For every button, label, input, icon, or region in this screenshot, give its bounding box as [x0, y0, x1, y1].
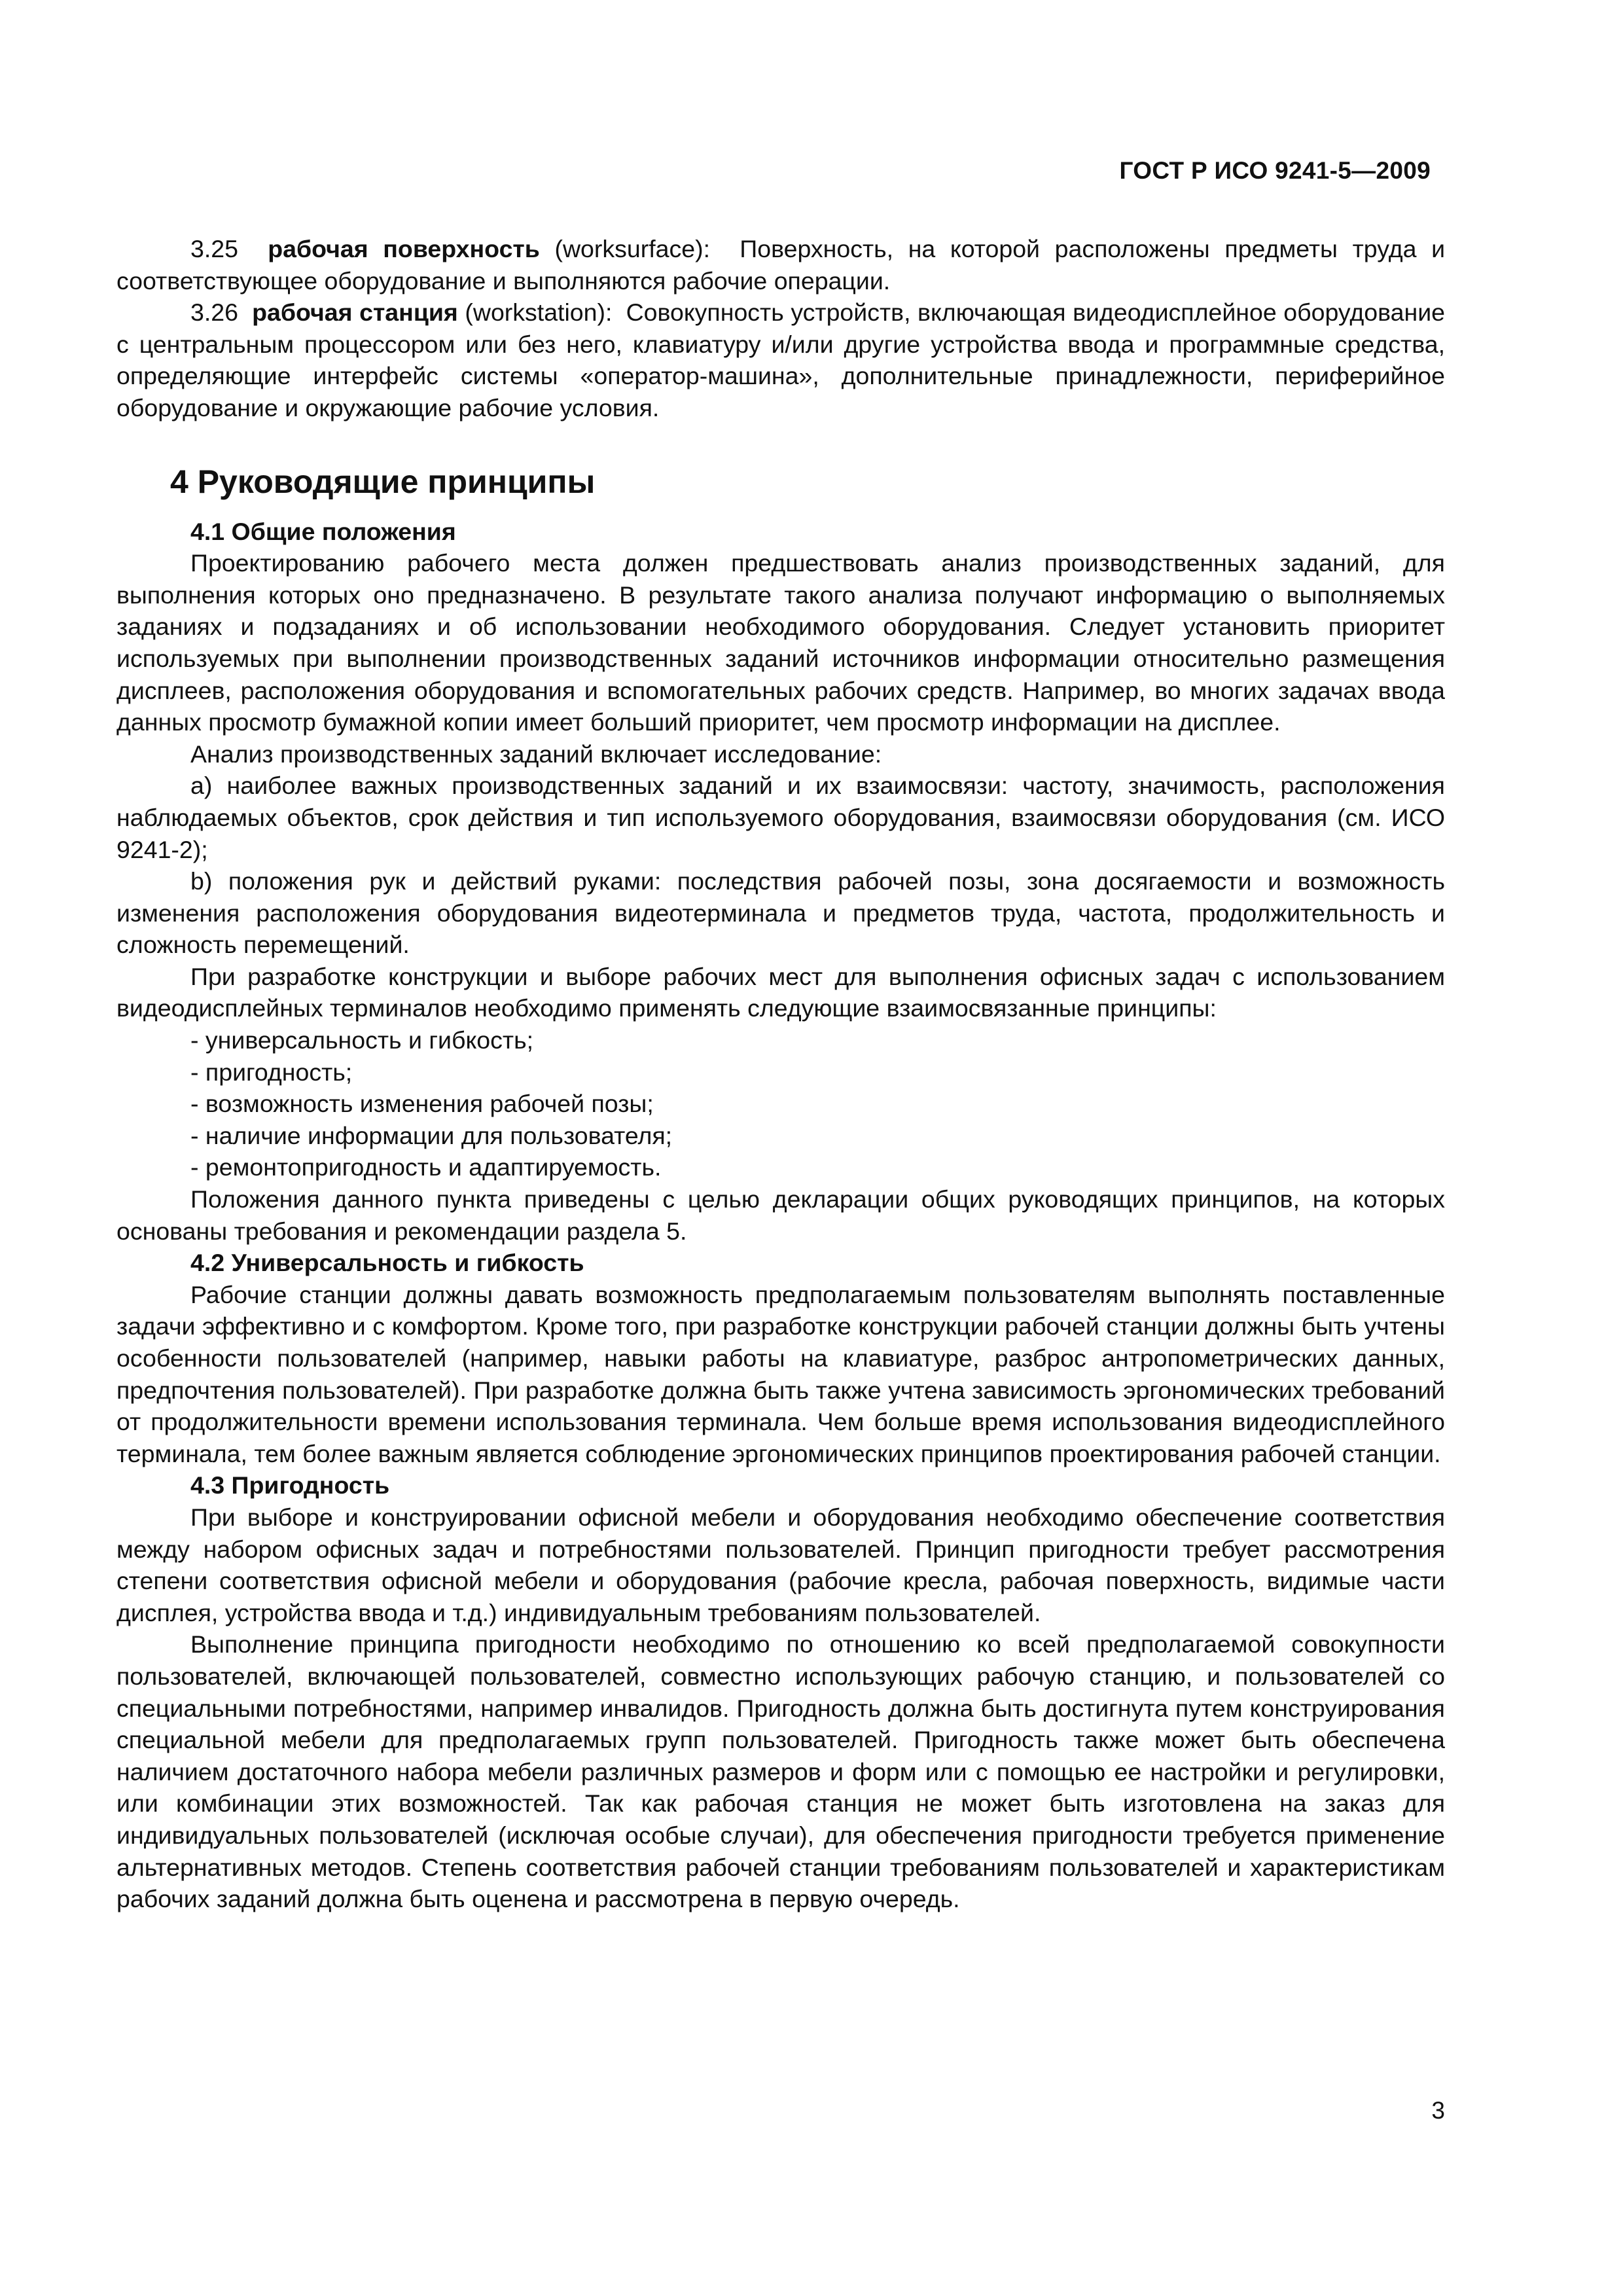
- subsection-4-1-title: 4.1 Общие положения: [190, 517, 456, 545]
- definition-text: Совокупность устройств, включающая видеодисплейное оборудование с центральным процессором или без него, клавиатуру и/или другие устройства ввода и программные средства, определяющие интерфейс системы «оператор-машина», дополнительные принадлежности, периферийное оборудование и окружающие рабочие условия.: [116, 298, 1446, 422]
- subsection-4-2-title: 4.2 Универсальность и гибкость: [190, 1249, 584, 1277]
- document-body: [116, 233, 1445, 1915]
- definition-english: (worksurface):: [554, 235, 711, 262]
- definition-number: 3.25: [190, 235, 238, 262]
- paragraph: Проектированию рабочего места должен предшествовать анализ производственных заданий, для выполнения которых оно предназначено. В результате такого анализа получают информацию о выполняемых заданиях и подзаданиях и об использовании необходимого оборудования. Следует установить приоритет используемых при выполнении производственных заданий источников информации относительно размещения дисплеев, расположения оборудования и вспомогательных рабочих средств. Например, во многих задачах ввода данных просмотр бумажной копии имеет больший приоритет, чем просмотр информации на дисплее.: [116, 549, 1445, 736]
- definition-3-26: [116, 296, 1445, 423]
- definition-text: Поверхность, на которой расположены предметы труда и соответствующее оборудование и выполняются рабочие операции.: [116, 235, 1446, 295]
- principle-list-item: - наличие информации для пользователя;: [190, 1121, 673, 1149]
- subsection-4-3-title: 4.3 Пригодность: [190, 1471, 390, 1499]
- paragraph: Положения данного пункта приведены с целью декларации общих руководящих принципов, на которых основаны требования и рекомендации раздела 5.: [116, 1185, 1445, 1245]
- paragraph: Рабочие станции должны давать возможность предполагаемым пользователям выполнять поставленные задачи эффективно и с комфортом. Кроме того, при разработке конструкции рабочей станции должны быть учтены особенности пользователей (например, навыки работы на клавиатуре, разброс антропометрических данных, предпочтения пользователей). При разработке должна быть также учтена зависимость эргономических требований от продолжительности времени использования терминала. Чем больше время использования видеодисплейного терминала, тем более важным является соблюдение эргономических принципов проектирования рабочей станции.: [116, 1280, 1445, 1467]
- definition-3-25: [116, 233, 1445, 296]
- list-item-b: b) положения рук и действий руками: последствия рабочей позы, зона досягаемости и возможность изменения расположения оборудования видеотерминала и предметов труда, частота, продолжительность и сложность перемещений.: [116, 867, 1445, 959]
- page-number: 3: [1431, 2097, 1445, 2124]
- definition-term: рабочая поверхность: [268, 235, 540, 262]
- paragraph: Выполнение принципа пригодности необходимо по отношению ко всей предполагаемой совокупности пользователей, включающей пользователей, совместно использующих рабочую станцию, и пользователей со специальными потребностями, например инвалидов. Пригодность должна быть достигнута путем конструирования специальной мебели для предполагаемых групп пользователей. Пригодность также может быть обеспечена наличием достаточного набора мебели различных размеров и форм или с помощью ее настройки и регулировки, или комбинации этих возможностей. Так как рабочая станция не может быть изготовлена на заказ для индивидуальных пользователей (исключая особые случаи), для обеспечения пригодности требуется применение альтернативных методов. Степень соответствия рабочей станции требованиям пользователей и характеристикам рабочих заданий должна быть оценена и рассмотрена в первую очередь.: [116, 1630, 1445, 1913]
- paragraph: При выборе и конструировании офисной мебели и оборудования необходимо обеспечение соответствия между набором офисных задач и потребностями пользователей. Принцип пригодности требует рассмотрения степени соответствия офисной мебели и оборудования (рабочие кресла, рабочая поверхность, видимые части дисплея, устройства ввода и т.д.) индивидуальным требованиям пользователей.: [116, 1503, 1445, 1626]
- definition-number: 3.26: [190, 298, 238, 327]
- definition-english: (workstation):: [465, 298, 613, 327]
- principle-list-item: - универсальность и гибкость;: [190, 1026, 534, 1054]
- principle-list-item: - возможность изменения рабочей позы;: [190, 1090, 654, 1118]
- principle-list-item: - ремонтопригодность и адаптируемость.: [190, 1153, 662, 1181]
- section-4-title: 4 Руководящие принципы: [170, 463, 596, 500]
- list-item-a: a) наиболее важных производственных заданий и их взаимосвязи: частоту, значимость, расположения наблюдаемых объектов, срок действия и тип используемого оборудования, взаимосвязи оборудования (см. ИСО 9241-2);: [116, 772, 1445, 863]
- paragraph: При разработке конструкции и выборе рабочих мест для выполнения офисных задач с использованием видеодисплейных терминалов необходимо применять следующие взаимосвязанные принципы:: [116, 962, 1445, 1022]
- paragraph: Анализ производственных заданий включает исследование:: [190, 740, 882, 768]
- standard-designation: ГОСТ Р ИСО 9241-5—2009: [1119, 157, 1431, 184]
- definition-term: рабочая станция: [252, 298, 458, 327]
- principle-list-item: - пригодность;: [190, 1058, 353, 1086]
